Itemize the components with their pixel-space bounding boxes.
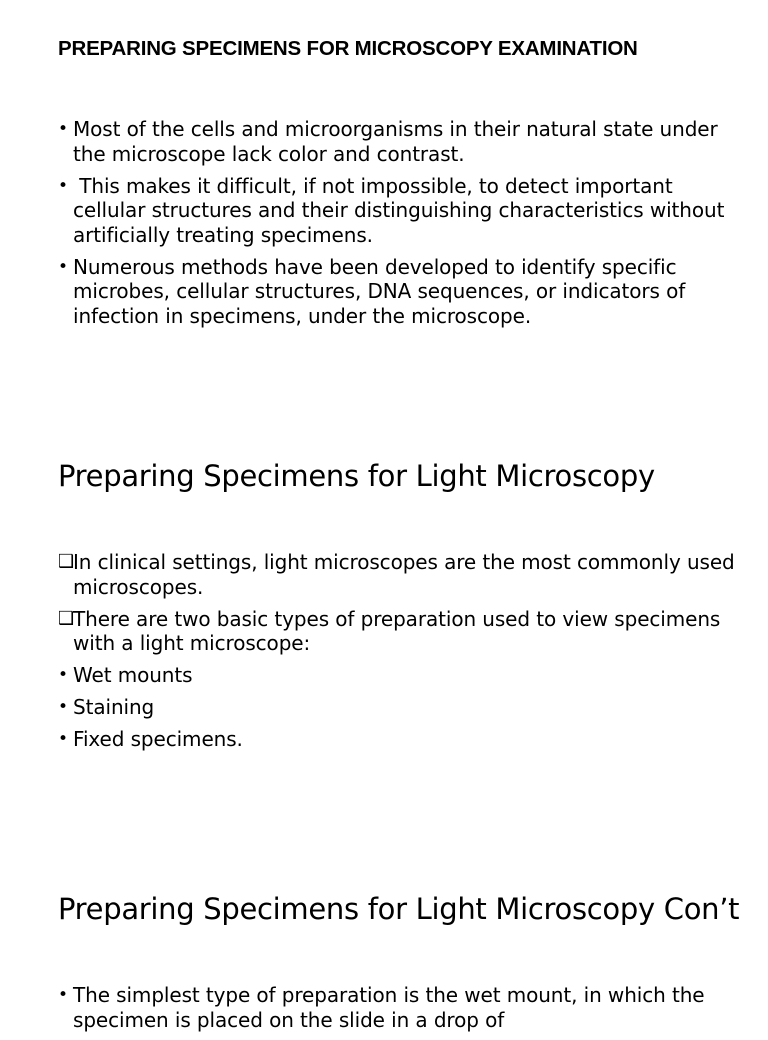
list-item bbox=[58, 550, 748, 599]
list-item-text: Fixed specimens. bbox=[73, 727, 243, 751]
list-item bbox=[58, 607, 748, 656]
bullet-icon: • bbox=[58, 985, 68, 1005]
list-item bbox=[58, 255, 748, 329]
list-item bbox=[58, 663, 748, 688]
list-item bbox=[58, 983, 748, 1032]
list-item bbox=[58, 117, 748, 166]
list-item-text: Staining bbox=[73, 695, 155, 719]
bullet-icon: • bbox=[58, 729, 68, 749]
list-item bbox=[58, 727, 748, 752]
list-item-text: There are two basic types of preparation used to view specimens with a light microscope: bbox=[73, 606, 721, 655]
section-title: Preparing Specimens for Light Microscopy Con’t bbox=[58, 892, 740, 926]
checkbox-bullet-icon: ❑ bbox=[58, 607, 75, 629]
intro-bullet-list bbox=[58, 117, 748, 336]
bullet-icon: • bbox=[58, 175, 68, 196]
section-title: Preparing Specimens for Light Microscopy bbox=[58, 459, 655, 493]
page-title: PREPARING SPECIMENS FOR MICROSCOPY EXAMINATION bbox=[58, 37, 638, 60]
section2-bullet-list bbox=[58, 983, 748, 1040]
section1-bullet-list bbox=[58, 550, 748, 759]
list-item-text: The simplest type of preparation is the wet mount, in which the specimen is placed on the slide in a drop of bbox=[73, 983, 705, 1032]
list-item-text: This makes it difficult, if not impossible, to detect important cellular structures and their distinguishing characteristics without artificially treating specimens. bbox=[73, 173, 731, 247]
list-item bbox=[58, 695, 748, 720]
list-item-text: Most of the cells and microorganisms in their natural state under the microscope lack color and contrast. bbox=[73, 117, 718, 166]
list-item-text: In clinical settings, light microscopes are the most commonly used microscopes. bbox=[73, 550, 735, 599]
bullet-icon: • bbox=[58, 665, 68, 685]
list-item-text: Numerous methods have been developed to identify specific microbes, cellular structures, DNA sequences, or indicators of infection in specimens, under the microscope. bbox=[73, 254, 686, 328]
bullet-icon: • bbox=[58, 256, 68, 277]
list-item-text: Wet mounts bbox=[73, 663, 193, 687]
bullet-icon: • bbox=[58, 697, 68, 717]
checkbox-bullet-icon: ❑ bbox=[58, 551, 75, 572]
list-item bbox=[58, 174, 748, 248]
bullet-icon: • bbox=[58, 119, 68, 139]
